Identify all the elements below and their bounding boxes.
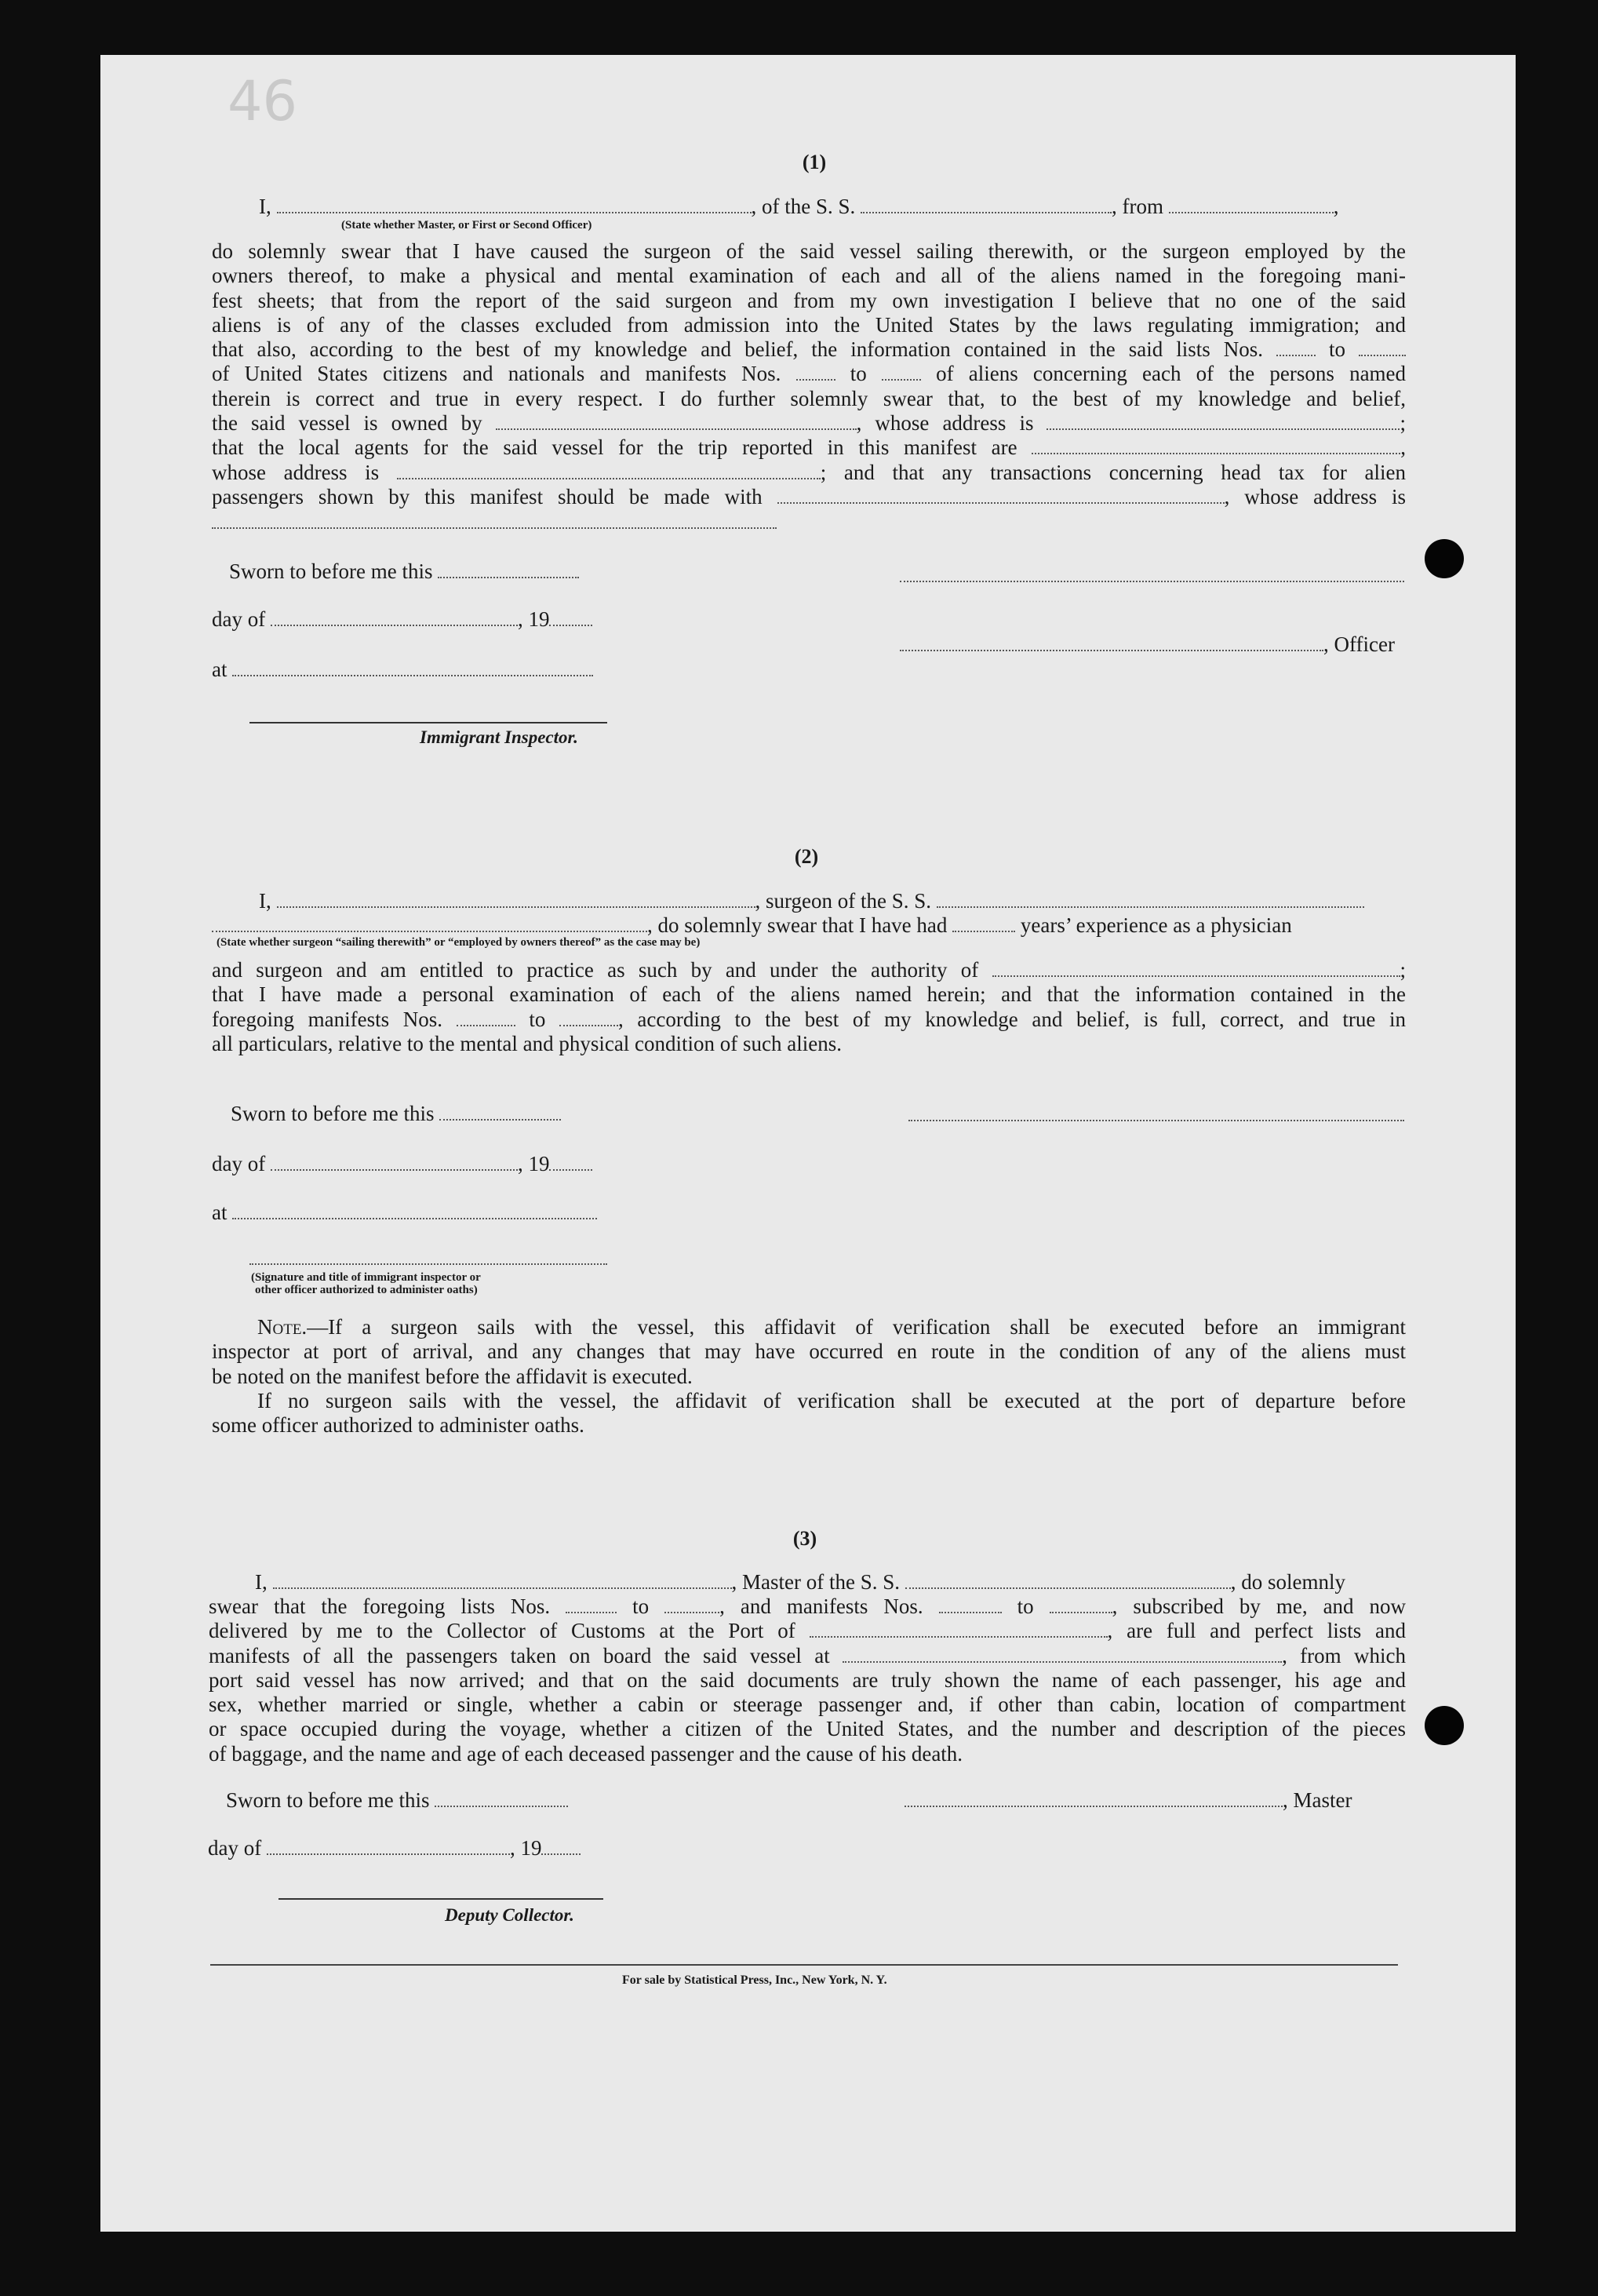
punch-hole-bottom (1425, 1706, 1464, 1745)
s2-paragraph: and surgeon and am entitled to practice as such by and under the authority of ; that I have made a personal examination of each of the aliens named herein; and that the information contained in the foregoing manifests Nos. to , according to the best of my knowledge and belief, is full, correct, and true in all particulars, relative to the mental and physical condition of such aliens. (212, 958, 1407, 1055)
s2-state-note: (State whether surgeon “sailing therewith” or “employed by owners thereof” as the case may be) (217, 936, 701, 949)
s1-paragraph: do solemnly swear that I have caused the surgeon of the said vessel sailing therewith, or the surgeon employed by the owners thereof, to make a physical and mental examination of each and all of the aliens named in the foregoing mani- fest sheets; that from the report of the said surgeon and from my own investigation I believe that no one of the said aliens is of any of the classes excluded from admission into the United States by the laws regulating immigration; and that also, according to the best of my knowledge and belief, the information contained in the said lists Nos. to of United States citizens and nationals and manifests Nos. to of aliens concerning each of the persons named therein is correct and true in every respect. I do further solemnly swear that, to the best of my knowledge and belief, the said vessel is owned by , whose address is ; that the local agents for the said vessel for the trip reported in this manifest are , whose address is ; and that any transactions concerning head tax for alien passengers shown by this manifest should be made with , whose address is (212, 239, 1407, 508)
s2-sig-note-2: other officer authorized to administer oaths) (255, 1284, 478, 1296)
s2-oath-line: I, , surgeon of the S. S. (259, 889, 1364, 913)
s2-sworn: Sworn to before me this (231, 1102, 561, 1126)
s3-sworn: Sworn to before me this (226, 1788, 568, 1813)
printer-credit: For sale by Statistical Press, Inc., New York, N. Y. (622, 1973, 887, 1987)
s2-day-of: day of , 19 (212, 1152, 592, 1176)
s1-oath-line: I, , of the S. S. , from , (259, 195, 1339, 218)
section-3-heading: (3) (792, 1527, 817, 1550)
section-2-heading: (2) (794, 845, 819, 868)
s1-sworn: Sworn to before me this (229, 559, 579, 584)
section-1-heading: (1) (802, 151, 827, 173)
s1-day-of: day of , 19 (212, 607, 592, 632)
s1-state-note: (State whether Master, or First or Second Officer) (341, 219, 592, 231)
s3-collector-sig (278, 1898, 603, 1900)
s1-at: at (212, 658, 593, 682)
s2-second-line: , do solemnly swear that I have had years’ experience as a physician (212, 913, 1292, 938)
punch-hole-top (1425, 539, 1464, 578)
s2-sig-note-1: (Signature and title of immigrant inspector or (251, 1271, 481, 1284)
footer-rule (210, 1964, 1398, 1966)
s3-paragraph: swear that the foregoing lists Nos. to , and manifests Nos. to , subscribed by me, and now delivered by me to the Collector of Customs at the Port of , are full and perfect lists and manifests of all the passengers taken on board the said vessel at , from which port said vessel has now arrived; and that on the said documents are truly shown the name of each passenger, his age and sex, whether married or single, whether a cabin or steerage passenger and, if other than cabin, location of compartment or space occupied during the voyage, whether a citizen of the United States, and the number and description of the pieces of baggage, and the name and age of each deceased passenger and the cause of his death. (209, 1594, 1407, 1766)
faded-page-number: 46 (228, 69, 298, 133)
s3-day-of: day of , 19 (208, 1836, 581, 1860)
s3-oath-line: I, , Master of the S. S. , do solemnly (255, 1570, 1345, 1594)
s2-at: at (212, 1201, 597, 1225)
s2-inspector-sig (249, 1263, 607, 1265)
s3-collector-label: Deputy Collector. (445, 1905, 574, 1925)
s1-officer-line: , Officer (900, 632, 1395, 657)
s1-address-continuation (212, 527, 777, 529)
s3-master-line: , Master (905, 1788, 1352, 1813)
s2-surgeon-sig (908, 1120, 1404, 1121)
s1-officer-sig-1 (900, 581, 1404, 582)
s1-inspector-label: Immigrant Inspector. (420, 727, 578, 747)
s1-inspector-sig (249, 722, 607, 723)
s2-note: Note.—If a surgeon sails with the vessel, this affidavit of verification shall be executed before an immigrant inspector at port of arrival, and any changes that may have occurred en route in the condition of any of the aliens must be noted on the manifest before the affidavit is executed. If no surgeon sails with the vessel, the affidavit of verification shall be executed at the port of departure before some officer authorized to administer oaths. (212, 1315, 1406, 1438)
